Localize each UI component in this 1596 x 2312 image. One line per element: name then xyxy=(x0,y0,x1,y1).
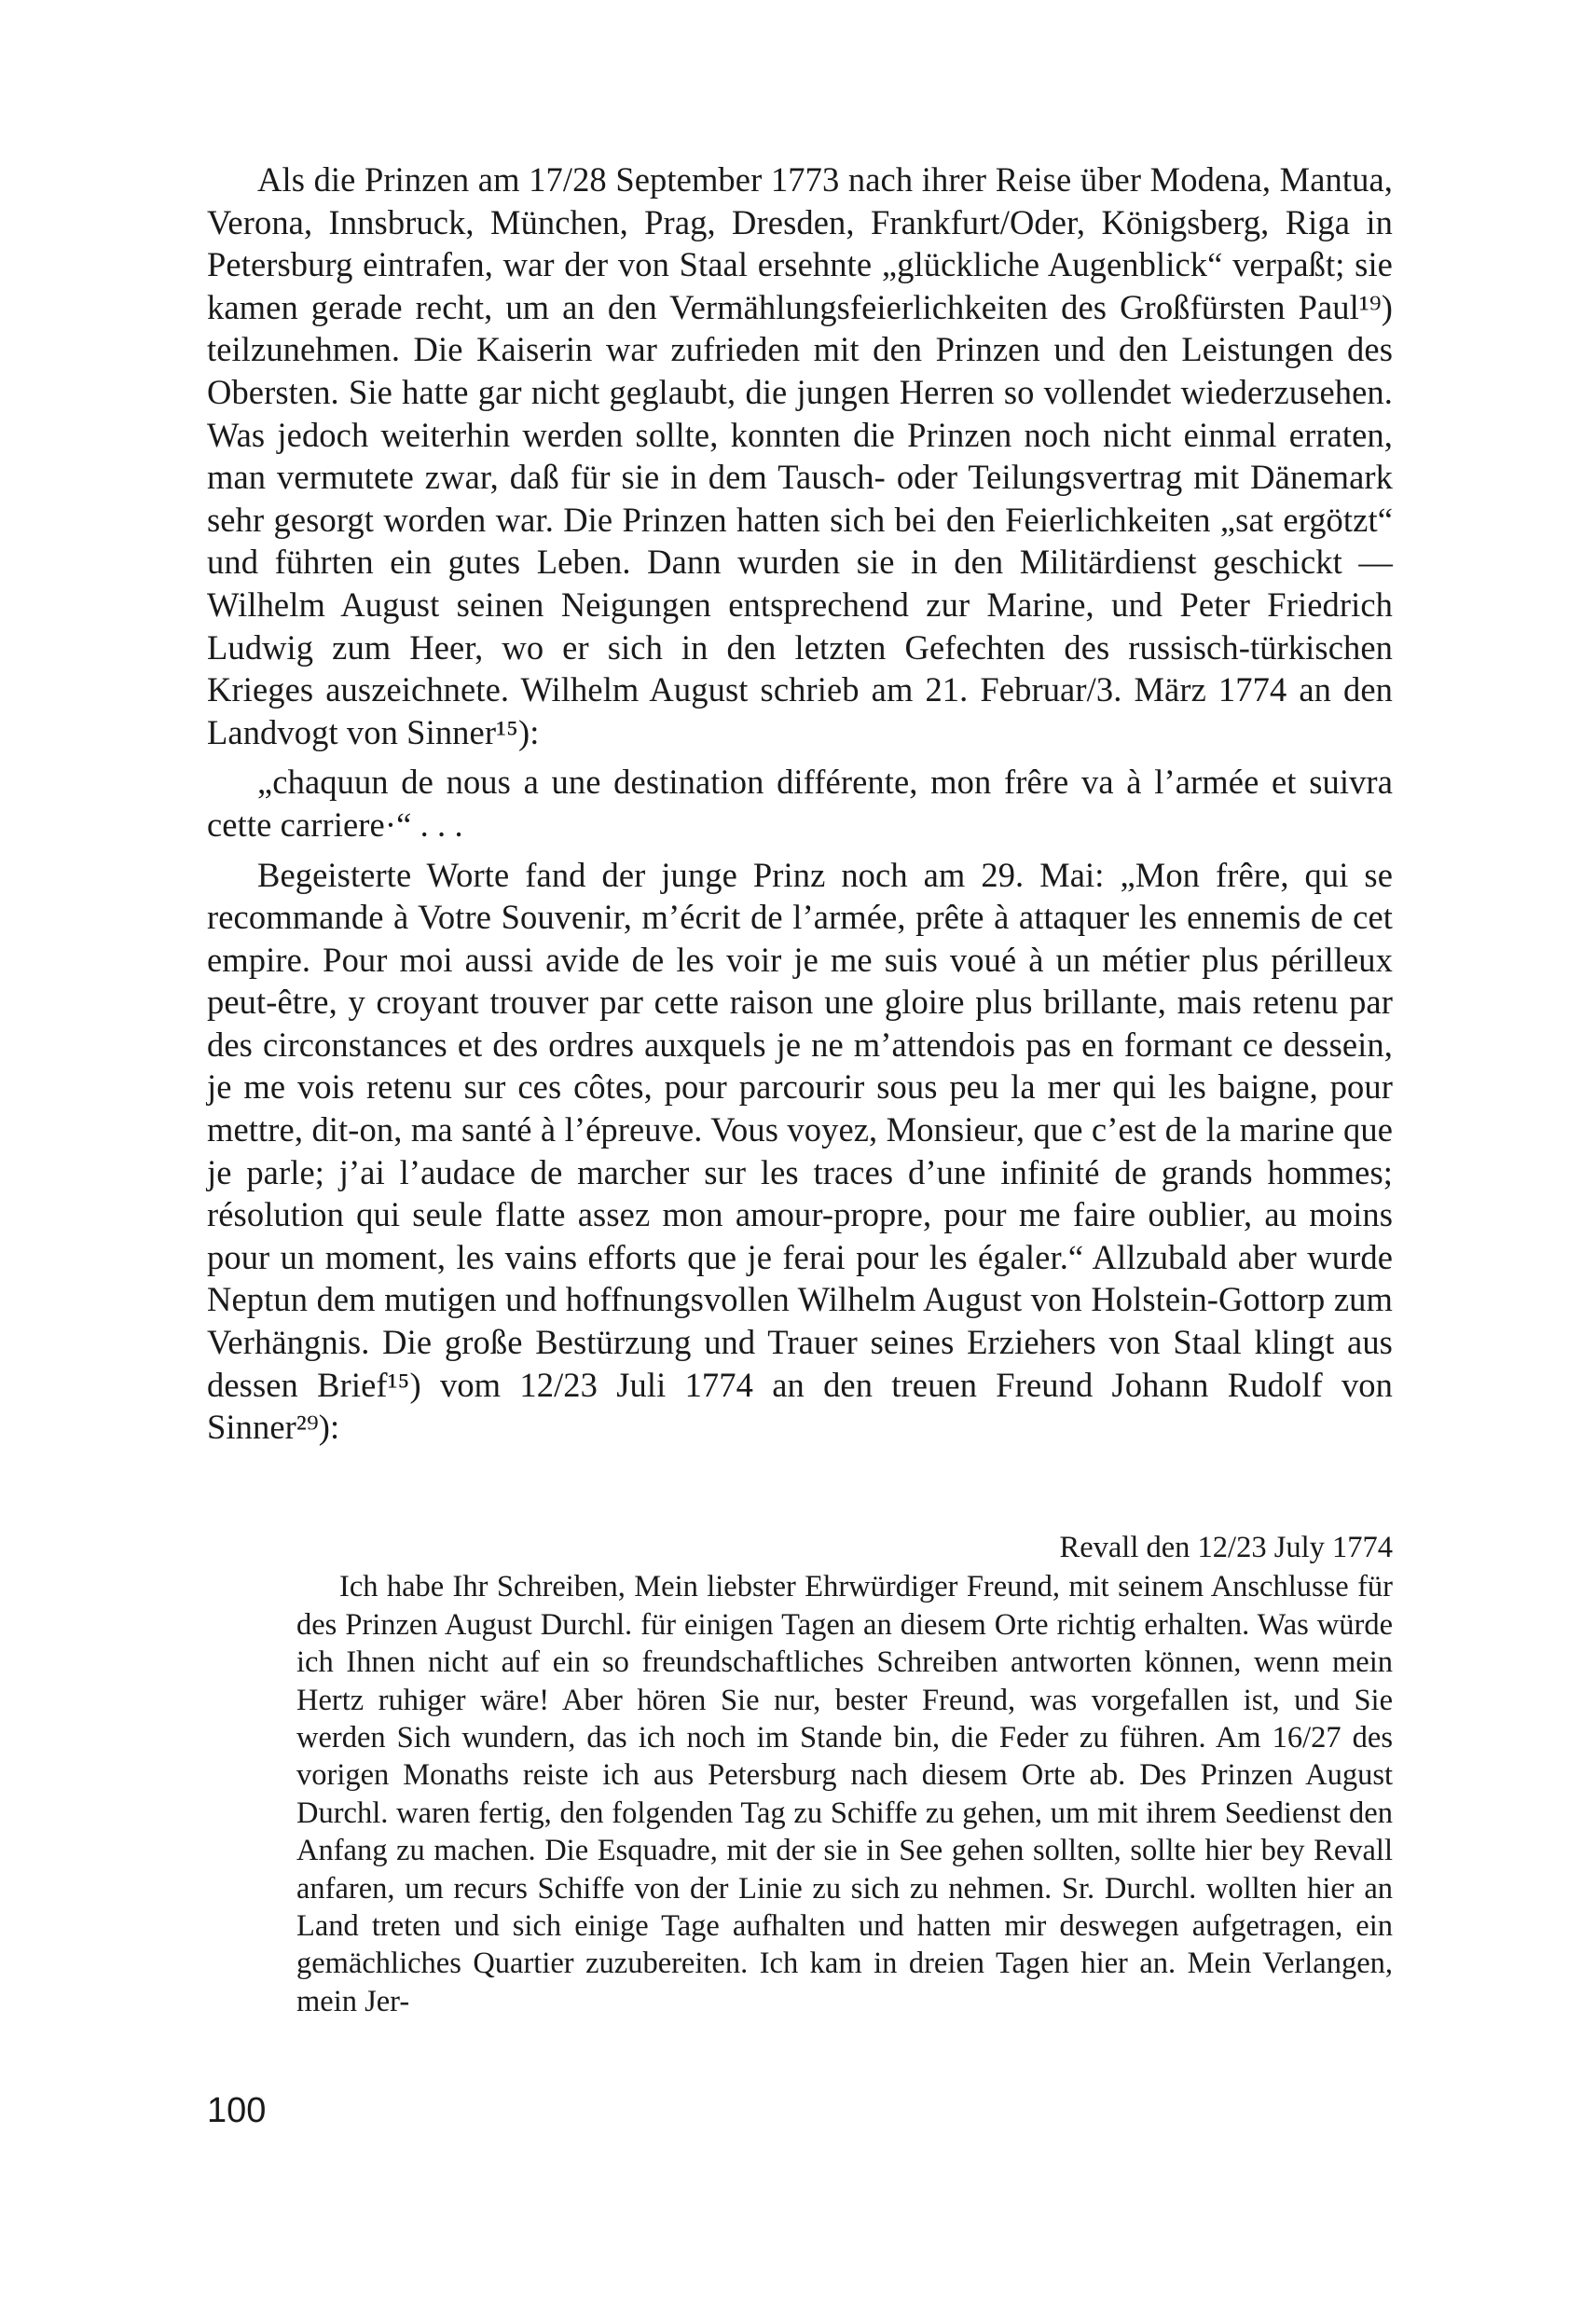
paragraph-begeisterte-worte: Begeisterte Worte fand der junge Prinz noch am 29. Mai: „Mon frêre, qui se recommande à Votre Souvenir, m’écrit de l’armée, prête à attaquer les ennemis de cet empire. Pour moi aussi avide de les voir je me suis voué à un métier plus périlleux peut-être, y croyant trouver par cette raison une gloire plus brillante, mais retenu par des circonstances et des ordres auxquels je ne m’attendois pas en formant ce dessein, je me vois retenu sur ces côtes, pour parcourir sous peu la mer qui les baigne, pour mettre, dit-on, ma santé à l’épreuve. Vous voyez, Monsieur, que c’est de la marine que je parle; j’ai l’audace de marcher sur les traces d’une infinité de grands hommes; résolution qui seule flatte assez mon amour-propre, pour me faire oublier, au moins pour un moment, les vains efforts que je ferai pour les égaler.“ Allzubald aber wurde Neptun dem mutigen und hoffnungsvollen Wilhelm August von Holstein-Gottorp zum Verhängnis. Die große Bestürzung und Trauer seines Erziehers von Staal klingt aus dessen Brief¹⁵) vom 12/23 Juli 1774 an den treuen Freund Johann Rudolf von Sinner²⁹): xyxy=(207,855,1393,1447)
letter-dateline: Revall den 12/23 July 1774 xyxy=(1059,1531,1393,1564)
main-text xyxy=(207,158,1393,1449)
page-number: 100 xyxy=(207,2091,267,2130)
letter-quotation xyxy=(296,1529,1393,2020)
paragraph-quote-chaquun: „chaquun de nous a une destination différente, mon frêre va à l’armée et suivra cette carriere·“ . . . xyxy=(207,763,1393,844)
paragraph-prinzen-petersburg: Als die Prinzen am 17/28 September 1773 nach ihrer Reise über Modena, Mantua, Verona, Innsbruck, München, Prag, Dresden, Frankfurt/Oder, Königsberg, Riga in Petersburg eintrafen, war der von Staal ersehnte „glückliche Augenblick“ verpaßt; sie kamen gerade recht, um an den Vermählungsfeierlichkeiten des Großfürsten Paul¹⁹) teilzunehmen. Die Kaiserin war zufrieden mit den Prinzen und den Leistungen des Obersten. Sie hatte gar nicht geglaubt, die jungen Herren so vollendet wiederzusehen. Was jedoch weiterhin werden sollte, konnten die Prinzen noch nicht einmal erraten, man vermutete zwar, daß für sie in dem Tausch- oder Teilungsvertrag mit Dänemark sehr gesorgt worden war. Die Prinzen hatten sich bei den Feierlichkeiten „sat ergötzt“ und führten ein gutes Leben. Dann wurden sie in den Militärdienst geschickt — Wilhelm August seinen Neigungen entsprechend zur Marine, und Peter Friedrich Ludwig zum Heer, wo er sich in den letzten Gefechten des russisch-türkischen Krieges auszeichnete. Wilhelm August schrieb am 21. Februar/3. März 1774 an den Landvogt von Sinner¹⁵): xyxy=(207,160,1393,751)
letter-body: Ich habe Ihr Schreiben, Mein liebster Ehrwürdiger Freund, mit seinem Anschlusse für des Prinzen August Durchl. für einigen Tagen an diesem Orte richtig erhalten. Was würde ich Ihnen nicht auf ein so freundschaftliches Schreiben antworten können, wenn mein Hertz ruhiger wäre! Aber hören Sie nur, bester Freund, was vorgefallen ist, und Sie werden Sich wundern, das ich noch im Stande bin, die Feder zu führen. Am 16/27 des vorigen Monaths reiste ich aus Petersburg nach diesem Orte ab. Des Prinzen August Durchl. waren fertig, den folgenden Tag zu Schiffe zu gehen, um mit ihrem Seedienst den Anfang zu machen. Die Esquadre, mit der sie in See gehen sollten, sollte hier bey Revall anfaren, um recurs Schiffe von der Linie zu sich zu nehmen. Sr. Durchl. wollten hier an Land treten und sich einige Tage aufhalten und hatten mir deswegen aufgetragen, ein gemächliches Quartier zuzubereiten. Ich kam in dreien Tagen hier an. Mein Verlangen, mein Jer- xyxy=(296,1570,1393,2018)
